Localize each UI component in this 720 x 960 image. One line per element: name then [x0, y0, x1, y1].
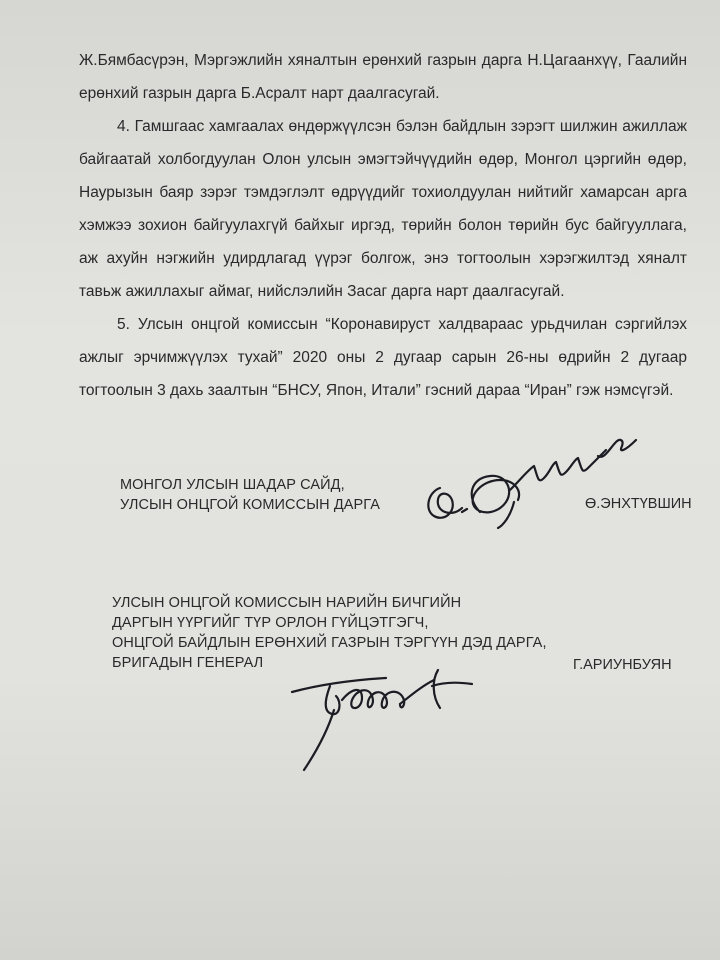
signatory-1-title — [120, 475, 380, 515]
paragraph-4: 4. Гамшгаас хамгаалах өндөржүүлсэн бэлэн байдлын зэрэгт шилжин ажиллаж байгаатай холбогдуулан Олон улсын эмэгтэйчүүдийн өдөр, Монгол цэргийн өдөр, Наурызын баяр зэрэг тэмдэглэлт өдрүүдийг тохиолдуулан нийтийг хамарсан арга хэмжээ зохион байгуулахгүй байхыг иргэд, төрийн болон төрийн бус байгууллага, аж ахуйн нэгжийн удирдлагад үүрэг болгож, энэ тогтоолын хэрэгжилтэд хяналт тавьж ажиллахыг аймаг, нийслэлийн Засаг дарга нарт даалгасугай. — [79, 118, 687, 300]
signatory-2-title-line: БРИГАДЫН ГЕНЕРАЛ — [112, 655, 264, 671]
signatory-2-title-line: ДАРГЫН ҮҮРГИЙГ ТҮР ОРЛОН ГҮЙЦЭТГЭГЧ, — [112, 615, 429, 631]
signature-1-icon — [410, 420, 650, 540]
resolution-body — [79, 44, 687, 407]
paragraph-3-tail: Ж.Бямбасүрэн, Мэргэжлийн хяналтын ерөнхий газрын дарга Н.Цагаанхүү, Гаалийн ерөнхий газрын дарга Б.Асралт нарт даалгасугай. — [79, 52, 687, 102]
signatory-1-name: Ө.ЭНХТҮВШИН — [585, 496, 692, 512]
signatory-2-name: Г.АРИУНБУЯН — [573, 657, 672, 673]
paragraph-5: 5. Улсын онцгой комиссын “Коронавируст халдвараас урьдчилан сэргийлэх ажлыг эрчимжүүлэх тухай” 2020 оны 2 дугаар сарын 26-ны өдрийн 2 дугаар тогтоолын 3 дахь заалтын “БНСУ, Япон, Итали” гэсний дараа “Иран” гэж нэмсүгэй. — [79, 316, 687, 399]
signatory-2-title-line: УЛСЫН ОНЦГОЙ КОМИССЫН НАРИЙН БИЧГИЙН — [112, 595, 462, 611]
signatory-1-title-line: УЛСЫН ОНЦГОЙ КОМИССЫН ДАРГА — [120, 497, 381, 513]
signatory-2-title-line: ОНЦГОЙ БАЙДЛЫН ЕРӨНХИЙ ГАЗРЫН ТЭРГҮҮН ДЭД ДАРГА, — [112, 635, 547, 651]
signature-2-icon — [282, 640, 502, 780]
signatory-1-title-line: МОНГОЛ УЛСЫН ШАДАР САЙД, — [120, 477, 345, 493]
